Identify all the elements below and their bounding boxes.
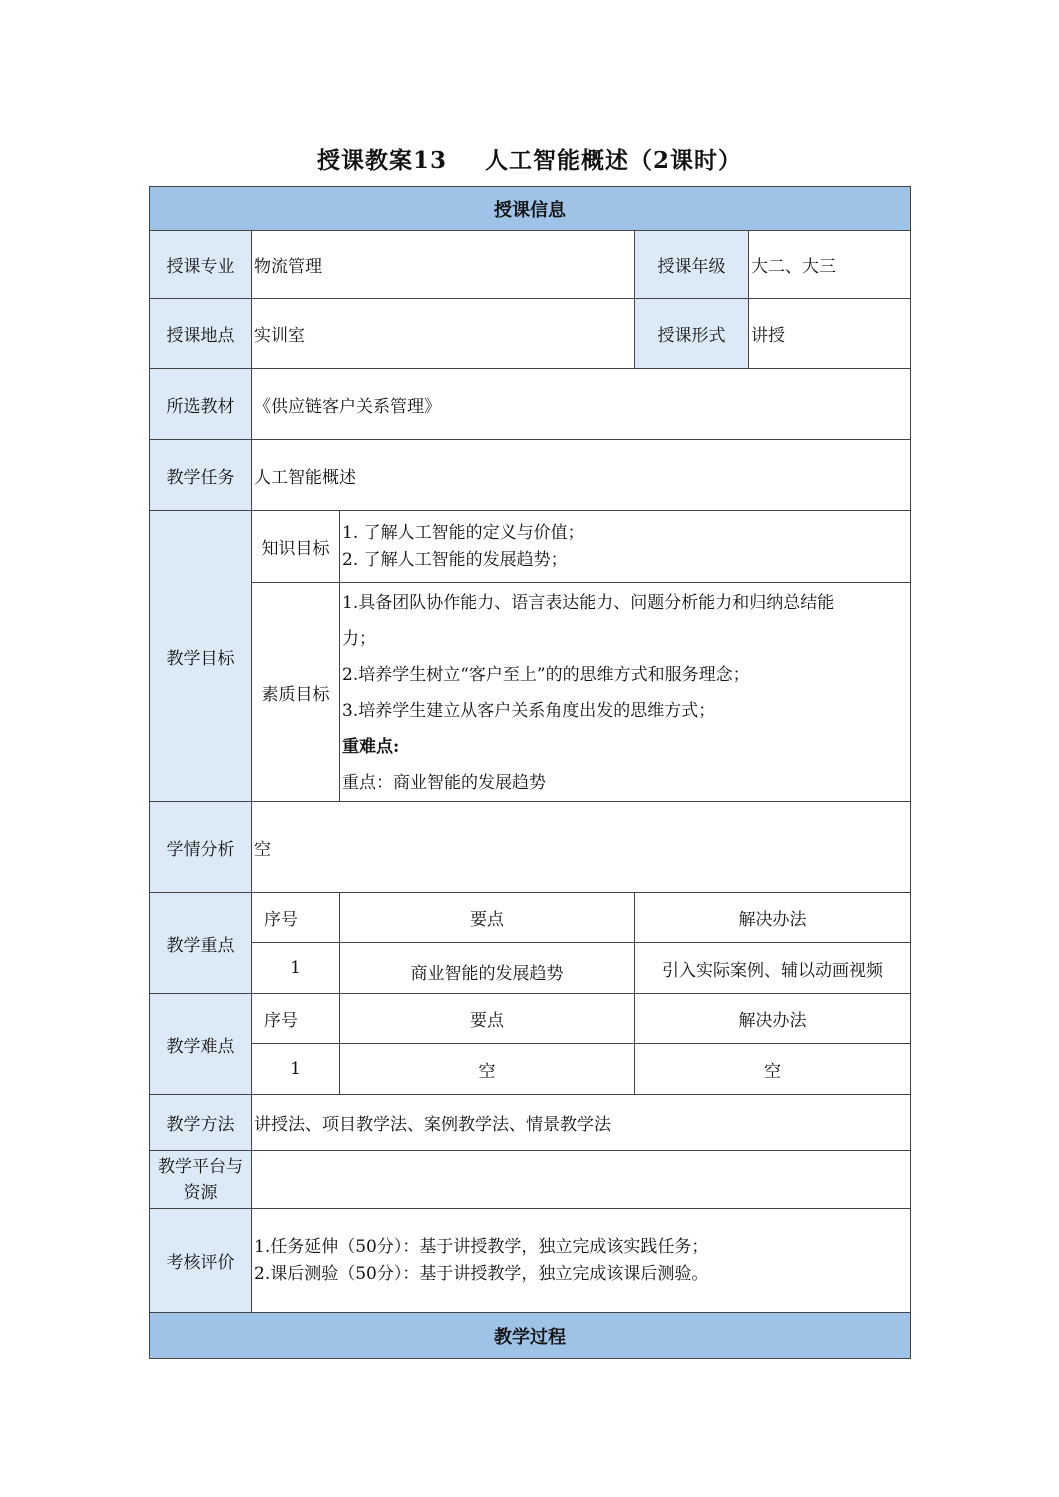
- major-value: 物流管理: [252, 231, 635, 299]
- assessment-label: 考核评价: [150, 1209, 252, 1313]
- task-label: 教学任务: [150, 440, 252, 511]
- textbook-label: 所选教材: [150, 369, 252, 440]
- platform-value: [252, 1151, 911, 1209]
- quality-objective-content: [340, 583, 911, 802]
- location-label: 授课地点: [150, 299, 252, 369]
- form-label: 授课形式: [635, 299, 749, 369]
- knowledge-line: 2. 了解人工智能的发展趋势；: [342, 549, 568, 570]
- analysis-value: 空: [252, 802, 911, 893]
- location-value: 实训室: [252, 299, 635, 369]
- platform-label-line: 教学平台与: [158, 1156, 243, 1177]
- difficult-points-label: 教学难点: [150, 994, 252, 1095]
- key-points-header-point: 要点: [340, 893, 635, 943]
- lesson-plan-table: [149, 186, 911, 1359]
- key-points-label: 教学重点: [150, 893, 252, 994]
- grade-value: 大二、大三: [749, 231, 911, 299]
- grade-label: 授课年级: [635, 231, 749, 299]
- key-points-header-no: 序号: [252, 893, 340, 943]
- quality-line: 2.培养学生树立“客户至上”的的思维方式和服务理念；: [342, 665, 750, 685]
- section-header-info: 授课信息: [150, 187, 911, 231]
- assessment-content: [252, 1209, 911, 1313]
- key-point-line: 重点：商业智能的发展趋势: [342, 773, 546, 793]
- key-difficulty-heading: 重难点:: [342, 737, 400, 757]
- knowledge-objective-label: 知识目标: [252, 511, 340, 583]
- key-points-row-no: 1: [252, 943, 340, 994]
- page-title-part1: 授课教案13: [316, 147, 447, 174]
- objectives-label: 教学目标: [150, 511, 252, 802]
- quality-line: 1.具备团队协作能力、语言表达能力、问题分析能力和归纳总结能: [342, 593, 835, 613]
- methods-value: 讲授法、项目教学法、案例教学法、情景教学法: [252, 1095, 911, 1151]
- platform-label-line: 资源: [183, 1182, 218, 1203]
- page-title: [0, 142, 1059, 175]
- quality-objective-label: 素质目标: [252, 583, 340, 802]
- difficult-points-header-no: 序号: [252, 994, 340, 1044]
- difficult-points-header-method: 解决办法: [635, 994, 911, 1044]
- key-points-row-method: 引入实际案例、辅以动画视频: [635, 943, 911, 994]
- quality-line: 力；: [342, 629, 376, 649]
- section-header-process: 教学过程: [150, 1313, 911, 1359]
- key-points-header-method: 解决办法: [635, 893, 911, 943]
- assessment-line: 1.任务延伸（50分）：基于讲授教学，独立完成该实践任务；: [254, 1236, 709, 1257]
- methods-label: 教学方法: [150, 1095, 252, 1151]
- difficult-points-header-point: 要点: [340, 994, 635, 1044]
- knowledge-objective-content: [340, 511, 911, 583]
- key-points-row-point: 商业智能的发展趋势: [340, 943, 635, 994]
- assessment-line: 2.课后测验（50分）：基于讲授教学，独立完成该课后测验。: [254, 1263, 709, 1284]
- task-value: 人工智能概述: [252, 440, 911, 511]
- textbook-value: 《供应链客户关系管理》: [252, 369, 911, 440]
- page-title-part2: 人工智能概述（2课时）: [485, 147, 743, 174]
- knowledge-line: 1. 了解人工智能的定义与价值；: [342, 522, 585, 543]
- quality-line: 3.培养学生建立从客户关系角度出发的思维方式；: [342, 701, 716, 721]
- major-label: 授课专业: [150, 231, 252, 299]
- analysis-label: 学情分析: [150, 802, 252, 893]
- platform-label: [150, 1151, 252, 1209]
- difficult-points-row-method: 空: [635, 1044, 911, 1095]
- difficult-points-row-no: 1: [252, 1044, 340, 1095]
- form-value: 讲授: [749, 299, 911, 369]
- difficult-points-row-point: 空: [340, 1044, 635, 1095]
